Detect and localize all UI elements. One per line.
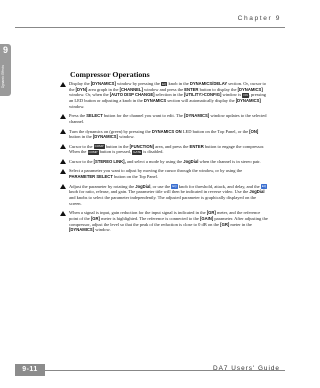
step-keyword: [GR] — [206, 210, 216, 216]
step-text: window updates to the selected channel. — [69, 113, 267, 125]
step-keyword: [GR] — [90, 215, 100, 221]
step-keyword: ENTER — [184, 86, 199, 92]
step-text: Press the — [69, 113, 87, 119]
step-triangle-icon — [60, 159, 66, 164]
step-text: meter, and the reference point of the — [69, 210, 261, 221]
step-keyword: PARAMETER SELECT — [69, 174, 113, 180]
step-keyword: SELECT — [86, 113, 103, 119]
step-triangle-icon — [60, 82, 66, 87]
step-text: Turn the dynamics on (green) by pressing the — [69, 128, 152, 134]
guide-title: DA7 Users' Guide — [213, 365, 280, 372]
step-text: and select a mode by using the — [125, 158, 184, 164]
step-text: button on the Top Panel. — [112, 174, 159, 180]
step-text: knob for threshold, attack, and delay, and the — [177, 183, 261, 189]
step-text: Adjust the parameter by rotating the — [69, 183, 136, 189]
step-text: window and press the — [142, 86, 185, 92]
step-text: area, and press the — [154, 143, 190, 149]
step-text: knob for ratio, release, and gain. The parameter title will then be indicated in reverse video. Use the — [69, 189, 250, 195]
step-text: section will automatically display the — [166, 98, 236, 104]
step-text: button in the — [104, 143, 130, 149]
step-text: Select a parameter you want to adjust by moving the cursor through the window, or by using the — [69, 168, 243, 174]
step-keyword: [DYNAMICS] — [90, 81, 116, 86]
step-keyword: JogDial — [183, 158, 199, 164]
step-text: Cursor to the — [69, 143, 94, 149]
step-text: meter in the — [229, 221, 252, 227]
procedure-step — [60, 144, 268, 155]
step-keyword: ENTER — [189, 143, 204, 149]
step-keyword: [DYNAMICS] — [235, 98, 261, 104]
step-text: button in the — [69, 134, 93, 140]
step-keyword: DYNAMICS/DELAY — [189, 81, 228, 86]
inline-button-icon: EQ — [172, 184, 177, 189]
procedure-step — [60, 113, 268, 124]
step-text: and knobs to select the parameter independently. The adjusted parameter is graphically displayed on the screen. — [69, 195, 256, 206]
chapter-side-tab — [0, 44, 11, 96]
step-text: Display the — [69, 81, 91, 86]
step-triangle-icon — [60, 144, 66, 149]
step-keyword: [DYNAMICS] — [69, 227, 95, 233]
procedure-steps — [60, 81, 268, 237]
inline-button-icon: EQ — [162, 81, 167, 86]
inline-button-icon: COMP — [88, 150, 98, 155]
step-text: window is — [221, 92, 243, 98]
header-divider — [15, 27, 285, 28]
page-number: 9-11 — [15, 364, 45, 376]
inline-button-icon: GATE — [133, 150, 142, 155]
step-keyword: DYNAMICS — [143, 98, 167, 104]
step-text: button is pressed, — [98, 149, 133, 155]
step-text: window by pressing the — [115, 81, 161, 86]
step-text: window. Or, when the — [69, 92, 110, 98]
step-text: window. — [69, 103, 85, 109]
step-keyword: [UTILITY>CONFIG] — [184, 92, 222, 98]
chapter-tab-number: 9 — [2, 45, 8, 55]
step-keyword: [DYNAMICS] — [184, 113, 210, 119]
chapter-heading: Chapter 9 — [237, 15, 281, 22]
step-text: button for the channel you want to edit. The — [102, 113, 185, 119]
step-text: meter is highlighted. The reference is connected to the — [99, 215, 200, 221]
step-text: area graph in the — [87, 86, 120, 92]
step-text: , pressing an LED button or adjusting a knob in the — [69, 92, 267, 104]
step-text: When a signal is input, gain reduction for the input signal is indicated in the — [69, 210, 207, 216]
procedure-step — [60, 81, 268, 110]
step-text: , or use the — [150, 183, 172, 189]
step-text: Cursor to the — [69, 158, 94, 164]
step-triangle-icon — [60, 114, 66, 119]
step-keyword: [FUNCTION] — [129, 143, 155, 149]
procedure-step — [60, 210, 268, 233]
step-keyword: [CHANNEL] — [119, 86, 143, 92]
step-keyword: [ON] — [249, 128, 259, 134]
step-text: knob in the — [167, 81, 190, 86]
step-text: section. Or, cursor to the — [69, 81, 266, 92]
step-text: when the channel is in stereo pair. — [198, 158, 261, 164]
step-text: window. — [118, 134, 135, 140]
procedure-step — [60, 168, 268, 179]
step-keyword: [AUTO DISP CHANGE] — [109, 92, 155, 98]
step-keyword: [DYN] — [75, 86, 88, 92]
step-keyword: [STEREO LINK], — [93, 158, 126, 164]
step-text: button to engage the compressor. When the — [69, 143, 265, 155]
step-triangle-icon — [60, 184, 66, 189]
step-keyword: [GAIN] — [199, 215, 214, 221]
step-keyword: DYNAMICS ON — [151, 128, 182, 134]
step-keyword: JogDial — [135, 183, 151, 189]
step-text: parameter. After adjusting the compressor, adjust the level so that the peak of the reduction is close to 0 dB on the — [69, 215, 268, 227]
inline-button-icon: EQ — [261, 184, 267, 189]
step-keyword: [GR] — [220, 221, 230, 227]
step-triangle-icon — [60, 129, 66, 134]
procedure-step — [60, 129, 268, 140]
page-header — [15, 15, 285, 27]
step-keyword: JogDial — [249, 189, 265, 195]
inline-button-icon: ON — [243, 93, 248, 98]
inline-button-icon: COMP — [94, 144, 104, 149]
step-text: selection in the — [154, 92, 185, 98]
step-keyword: [DYNAMICS] — [92, 134, 118, 140]
step-text: window. — [94, 227, 111, 233]
step-keyword: [DYNAMICS] — [237, 86, 263, 92]
procedure-step — [60, 159, 268, 165]
step-text: button to display the — [198, 86, 238, 92]
section-title: Compressor Operations — [70, 70, 150, 79]
step-triangle-icon — [60, 211, 66, 216]
step-text: is disabled. — [142, 149, 164, 155]
step-triangle-icon — [60, 169, 66, 174]
procedure-step — [60, 184, 268, 207]
chapter-tab-label: Dynamic Effects — [1, 65, 5, 89]
step-text: LED button on the Top Panel, or the — [181, 128, 250, 134]
